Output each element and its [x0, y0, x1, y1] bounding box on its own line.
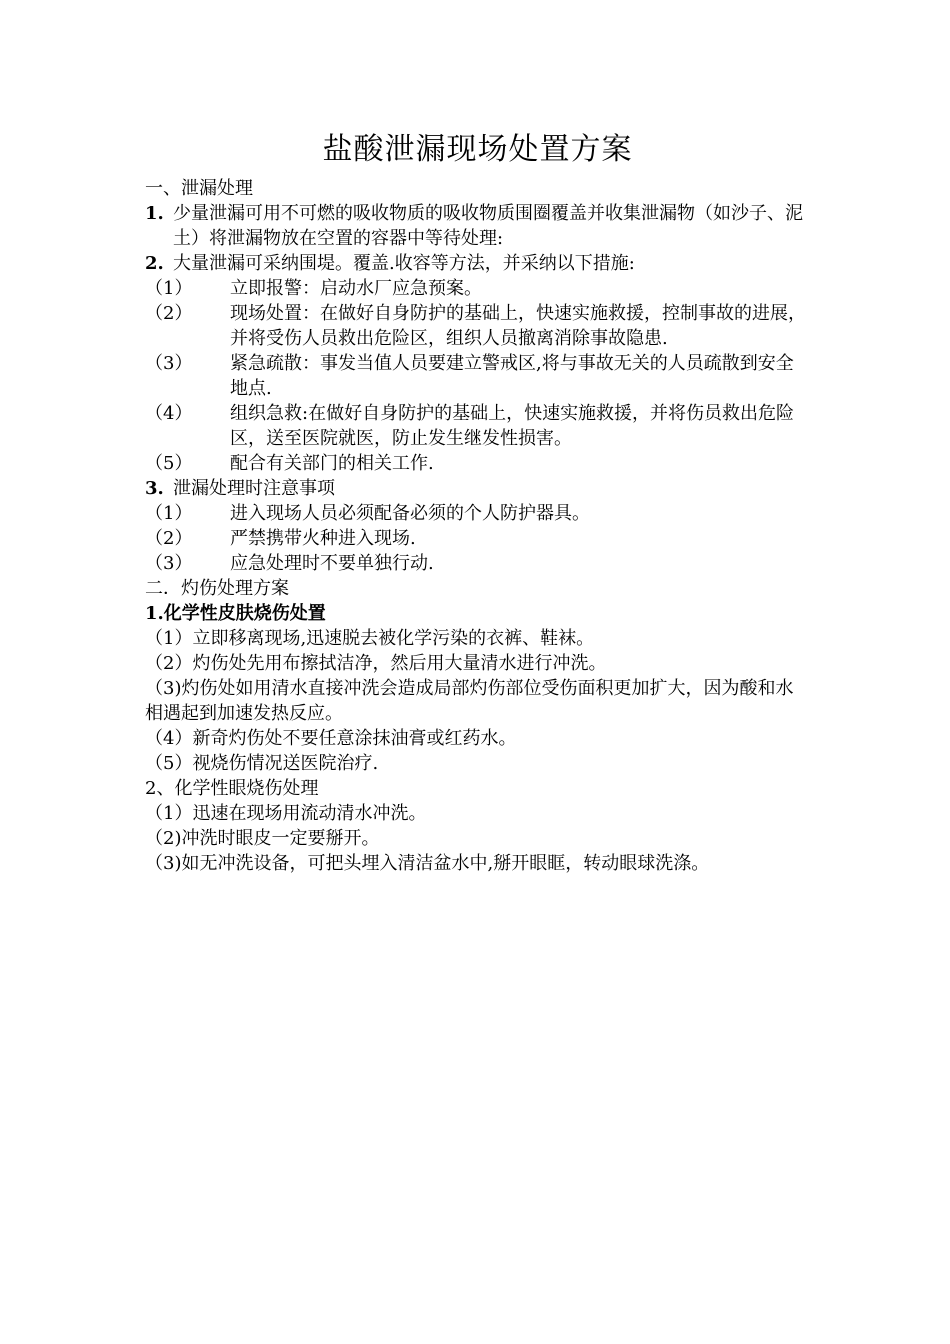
item-number: （2） — [145, 303, 193, 324]
item-text: 现场处置：在做好自身防护的基础上，快速实施救援，控制事故的进展，并将受伤人员救出危险区，组织人员撤离消除事故隐患. — [230, 303, 806, 349]
list-item — [145, 301, 810, 351]
list-item — [145, 451, 810, 476]
item-number: （2） — [145, 528, 193, 549]
item-number: （1） — [145, 503, 193, 524]
paragraph-2 — [145, 251, 810, 276]
paragraph-text: 少量泄漏可用不可燃的吸收物质的吸收物质围圈覆盖并收集泄漏物（如沙子、泥土）将泄漏物放在空置的容器中等待处理: — [173, 203, 803, 249]
section-1-heading: 一、泄漏处理 — [145, 178, 253, 199]
document-body — [145, 128, 810, 876]
list-item — [145, 526, 810, 551]
item-number: （4） — [145, 403, 193, 424]
list-item — [145, 501, 810, 526]
item-number: （3） — [145, 553, 193, 574]
item-text: 严禁携带火种进入现场. — [230, 528, 416, 549]
list-item: （2)冲洗时眼皮一定要掰开。 — [145, 828, 380, 849]
document-title: 盐酸泄漏现场处置方案 — [322, 132, 633, 167]
list-item — [145, 276, 810, 301]
section-2-heading: 二．灼伤处理方案 — [145, 578, 289, 599]
list-item: （1）迅速在现场用流动清水冲洗。 — [145, 803, 427, 824]
paragraph-number: 1. — [145, 203, 164, 224]
list-item: （5）视烧伤情况送医院治疗. — [145, 753, 379, 774]
list-item: （4）新奇灼伤处不要任意涂抹油膏或红药水。 — [145, 728, 517, 749]
list-item: （1）立即移离现场,迅速脱去被化学污染的衣裤、鞋袜。 — [145, 628, 595, 649]
item-text: 应急处理时不要单独行动. — [230, 553, 434, 574]
item-text: 进入现场人员必须配备必须的个人防护器具。 — [230, 503, 590, 524]
list-item — [145, 551, 810, 576]
item-number: （5） — [145, 453, 193, 474]
paragraph-1 — [145, 201, 810, 251]
item-text: 紧急疏散：事发当值人员要建立警戒区,将与事故无关的人员疏散到安全地点. — [230, 353, 794, 399]
list-item — [145, 401, 810, 451]
subsection-heading: 1.化学性皮肤烧伤处置 — [145, 603, 326, 624]
item-number: （1） — [145, 278, 193, 299]
list-item — [145, 351, 810, 401]
paragraph-text: 泄漏处理时注意事项 — [173, 478, 335, 499]
list-item: （3)如无冲洗设备，可把头埋入清洁盆水中,掰开眼眶，转动眼球洗涤。 — [145, 853, 710, 874]
item-text: 配合有关部门的相关工作. — [230, 453, 434, 474]
paragraph-number: 3. — [145, 478, 164, 499]
paragraph-3 — [145, 476, 810, 501]
item-text: 组织急救:在做好自身防护的基础上，快速实施救援，并将伤员救出危险区，送至医院就医，防止发生继发性损害。 — [230, 403, 795, 449]
paragraph-number: 2. — [145, 253, 164, 274]
subsection-heading: 2、化学性眼烧伤处理 — [145, 778, 319, 799]
paragraph-text: 大量泄漏可采纳围堤。覆盖.收容等方法，并采纳以下措施: — [173, 253, 635, 274]
list-item: （2）灼伤处先用布擦拭洁净，然后用大量清水进行冲洗。 — [145, 653, 607, 674]
item-number: （3） — [145, 353, 193, 374]
item-text: 立即报警：启动水厂应急预案。 — [230, 278, 482, 299]
list-item: （3)灼伤处如用清水直接冲洗会造成局部灼伤部位受伤面积更加扩大，因为酸和水相遇起到加速发热反应。 — [145, 678, 794, 724]
